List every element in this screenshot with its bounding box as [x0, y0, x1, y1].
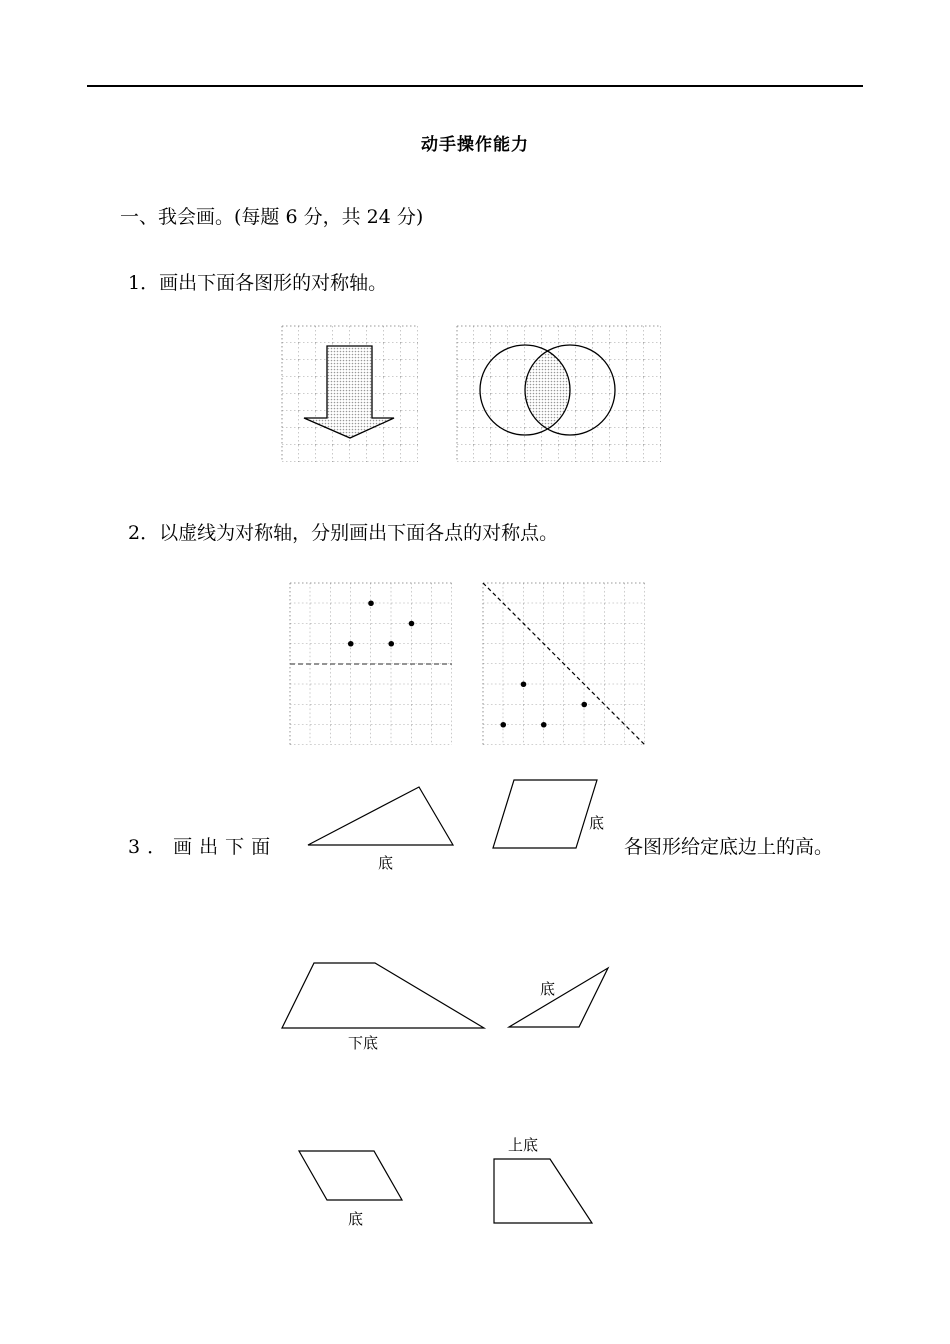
horizontal-axis-point-grid — [290, 583, 454, 747]
obtuse-triangle-figure — [505, 965, 613, 1031]
trapezoid-lower-base-label: 下底 — [348, 1034, 379, 1052]
diagonal-axis-point-grid — [483, 583, 647, 747]
obtuse-triangle-base-label: 底 — [540, 980, 556, 998]
question-2-text: 2．以虚线为对称轴，分别画出下面各点的对称点。 — [128, 522, 559, 544]
parallelogram-figure — [488, 776, 603, 852]
question-3-text-after: 各图形给定底边上的高。 — [624, 836, 834, 858]
question-1-text: 1．画出下面各图形的对称轴。 — [128, 272, 388, 294]
small-parallelogram-figure — [296, 1147, 406, 1203]
top-rule — [87, 85, 863, 87]
arrow-figure-grid — [282, 326, 418, 462]
triangle-base-label: 底 — [378, 854, 394, 872]
question-3-text-before: 3．画出下面 — [128, 836, 278, 858]
section-heading: 一、我会画。(每题 6 分，共 24 分) — [120, 206, 424, 228]
point — [409, 621, 415, 627]
circles-figure-grid — [457, 326, 661, 462]
point — [581, 702, 587, 708]
right-trapezoid-figure — [490, 1155, 598, 1227]
small-parallelogram-base-label: 底 — [348, 1210, 364, 1228]
point — [388, 641, 394, 647]
point — [348, 641, 354, 647]
point — [521, 681, 527, 687]
point — [368, 600, 374, 606]
triangle-figure — [300, 780, 460, 850]
trapezoid-figure — [278, 960, 488, 1032]
page-title: 动手操作能力 — [421, 135, 529, 155]
parallelogram-base-label: 底 — [589, 814, 605, 832]
point — [541, 722, 547, 728]
point — [500, 722, 506, 728]
right-trapezoid-upper-base-label: 上底 — [508, 1136, 539, 1154]
